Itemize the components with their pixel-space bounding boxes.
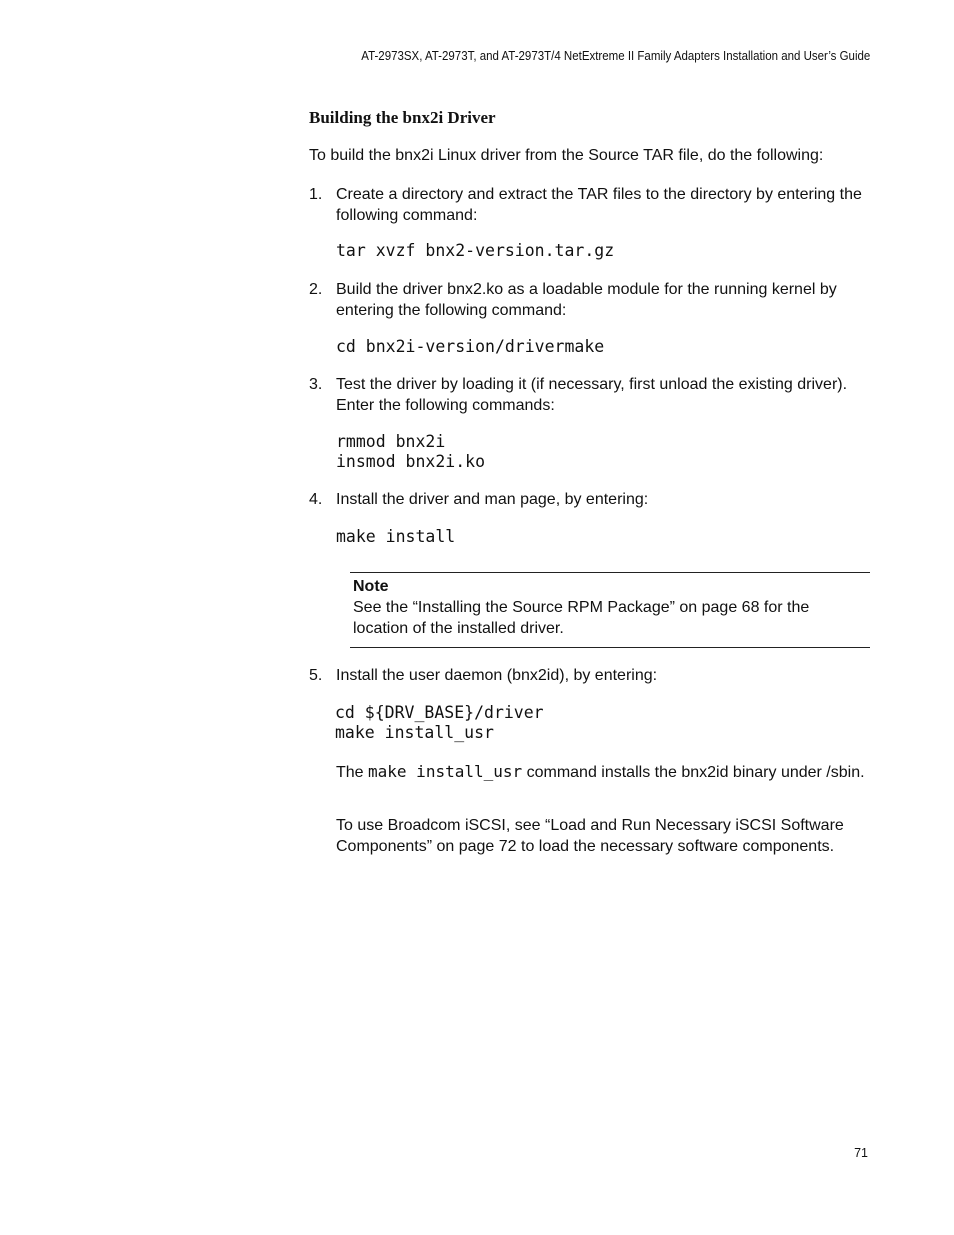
note-body: See the “Installing the Source RPM Package” on page 68 for the location of the installed driver. <box>353 599 810 637</box>
code-line: cd ${DRV_BASE}/driver <box>335 703 544 722</box>
step-2 <box>309 280 871 321</box>
code-line: rmmod bnx2i <box>336 432 446 451</box>
code-line: tar xvzf bnx2-version.tar.gz <box>336 241 615 260</box>
step-4 <box>309 490 871 511</box>
step-text: Test the driver by loading it (if necessary, first unload the existing driver). Enter the following commands: <box>336 376 848 414</box>
code-line: cd bnx2i-version/drivermake <box>336 337 605 356</box>
note-title: Note <box>353 578 389 595</box>
page-number: 71 <box>854 1146 868 1160</box>
step-5 <box>309 666 871 687</box>
step-number: 2. <box>309 281 323 298</box>
code-line: make install <box>336 527 456 546</box>
inline-code: make install_usr <box>368 762 523 781</box>
step-text: Build the driver bnx2.ko as a loadable module for the running kernel by entering the following command: <box>336 281 837 319</box>
step-text: Install the driver and man page, by entering: <box>336 491 649 508</box>
running-header: AT-2973SX, AT-2973T, and AT-2973T/4 NetExtreme II Family Adapters Installation and User’s Guide <box>360 49 870 63</box>
step-text: Install the user daemon (bnx2id), by entering: <box>336 667 658 684</box>
section-heading: Building the bnx2i Driver <box>309 108 496 127</box>
install-usr-paragraph <box>336 762 871 784</box>
paragraph-text: The <box>336 764 369 781</box>
note-box <box>350 572 870 648</box>
step-number: 5. <box>309 667 323 684</box>
step-number: 3. <box>309 376 323 393</box>
code-line: make install_usr <box>335 723 494 742</box>
step-number: 4. <box>309 491 323 508</box>
step-text: Create a directory and extract the TAR files to the directory by entering the following command: <box>336 186 862 224</box>
paragraph-text: command installs the bnx2id binary under /sbin. <box>522 764 865 781</box>
iscsi-paragraph: To use Broadcom iSCSI, see “Load and Run Necessary iSCSI Software Components” on page 72 to load the necessary software components. <box>336 817 844 855</box>
step-1 <box>309 185 871 226</box>
intro-paragraph: To build the bnx2i Linux driver from the Source TAR file, do the following: <box>309 147 824 164</box>
code-line: insmod bnx2i.ko <box>336 452 486 471</box>
step-3 <box>309 375 871 416</box>
step-number: 1. <box>309 186 323 203</box>
